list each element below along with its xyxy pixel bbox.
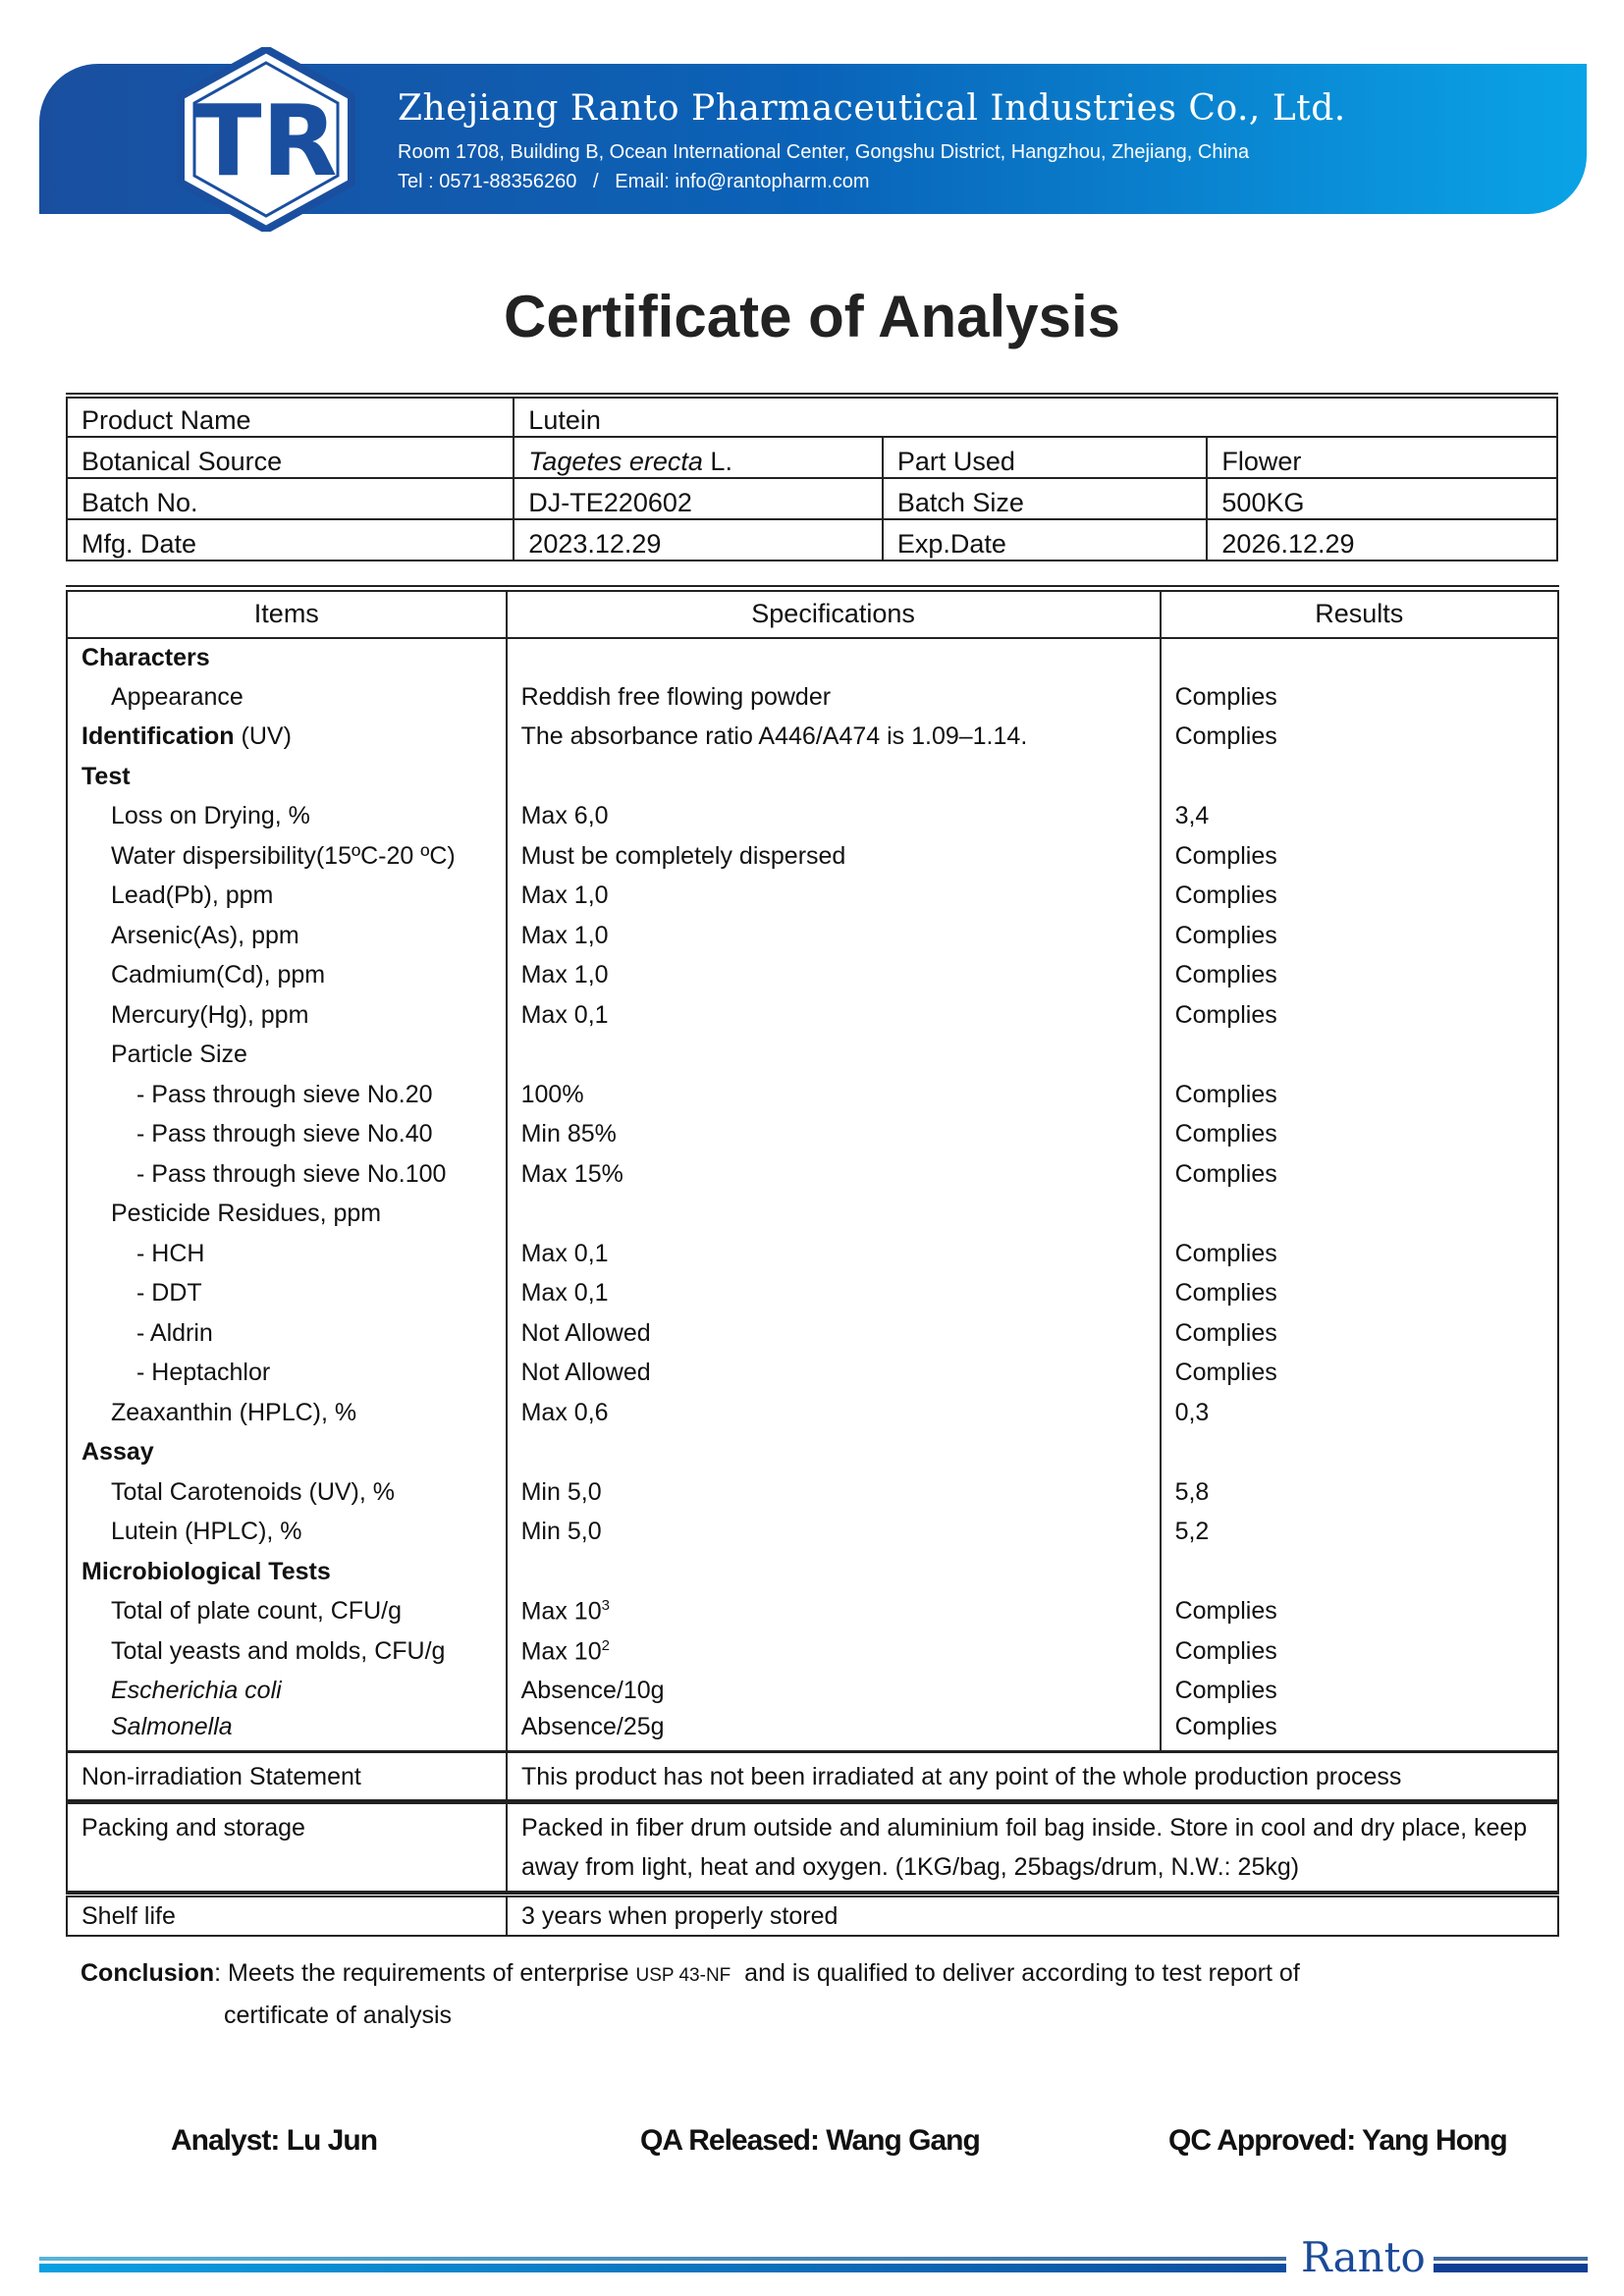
spec-cell: Max 0,1 (507, 995, 1161, 1036)
company-address: Room 1708, Building B, Ocean International Center, Gongshu District, Hangzhou, Zhejiang, China (398, 141, 1250, 163)
spec-cell: Reddish free flowing powder (507, 677, 1161, 718)
spec-cell: Must be completely dispersed (507, 836, 1161, 877)
table-row (67, 1234, 1558, 1274)
label: Botanical Source (67, 437, 514, 478)
result-cell: Complies (1161, 1274, 1558, 1314)
result-cell (1161, 1433, 1558, 1473)
item-cell: Cadmium(Cd), ppm (67, 956, 507, 996)
item-cell: Escherichia coli (67, 1672, 507, 1712)
result-cell: Complies (1161, 956, 1558, 996)
result-cell: Complies (1161, 916, 1558, 956)
table-row (67, 1036, 1558, 1076)
result-cell: Complies (1161, 1631, 1558, 1672)
company-logo (175, 47, 357, 232)
table-row (67, 1552, 1558, 1592)
table-row (67, 956, 1558, 996)
table-row (67, 1513, 1558, 1553)
item-cell: - Pass through sieve No.20 (67, 1075, 507, 1115)
table-row (67, 1711, 1558, 1751)
qa-signature: QA Released: Wang Gang (640, 2124, 980, 2157)
shelf-value: 3 years when properly stored (507, 1896, 1558, 1937)
spec-cell: Not Allowed (507, 1354, 1161, 1394)
item-cell: Mercury(Hg), ppm (67, 995, 507, 1036)
result-cell: Complies (1161, 1711, 1558, 1751)
item-cell: - Pass through sieve No.100 (67, 1154, 507, 1195)
value: Lutein (514, 396, 1557, 437)
footer-line (39, 2257, 1286, 2261)
header-items: Items (67, 589, 507, 638)
result-cell (1161, 638, 1558, 678)
table-row (67, 1195, 1558, 1235)
result-cell: Complies (1161, 1354, 1558, 1394)
item-cell: Lutein (HPLC), % (67, 1513, 507, 1553)
spec-cell (507, 1036, 1161, 1076)
table-row (67, 1313, 1558, 1354)
item-cell: - DDT (67, 1274, 507, 1314)
footer-line (1434, 2257, 1588, 2261)
item-cell: Test (67, 757, 507, 797)
label: Batch No. (67, 478, 514, 519)
analyst-signature: Analyst: Lu Jun (171, 2124, 378, 2157)
row-botanical (67, 437, 1557, 478)
value: 2023.12.29 (514, 519, 883, 561)
item-cell: Appearance (67, 677, 507, 718)
spec-cell: Max 15% (507, 1154, 1161, 1195)
table-row (67, 757, 1558, 797)
spec-cell: Max $10^2$ (507, 1631, 1161, 1672)
svg-text:TR: TR (194, 83, 338, 198)
spec-cell (507, 638, 1161, 678)
result-cell: Complies (1161, 877, 1558, 917)
label: Mfg. Date (67, 519, 514, 561)
table-row (67, 677, 1558, 718)
result-cell: Complies (1161, 1154, 1558, 1195)
item-cell: Identification (UV) (67, 718, 507, 758)
result-cell: 5,2 (1161, 1513, 1558, 1553)
item-cell: Arsenic(As), ppm (67, 916, 507, 956)
conclusion-label: Conclusion (81, 1959, 215, 1987)
footer-line (1434, 2264, 1588, 2272)
table-row (67, 718, 1558, 758)
table-row (67, 797, 1558, 837)
packing-value: Packed in fiber drum outside and aluminium foil bag inside. Store in cool and dry place, keep away from light, heat and oxygen. (1KG/bag, 25bags/drum, N.W.: 25kg) (507, 1802, 1558, 1893)
label: Batch Size (883, 478, 1208, 519)
product-info-table (66, 393, 1558, 561)
row-product-name (67, 396, 1557, 437)
result-cell: Complies (1161, 677, 1558, 718)
table-row (67, 1393, 1558, 1433)
header-specifications: Specifications (507, 589, 1161, 638)
result-cell: Complies (1161, 1115, 1558, 1155)
value: 500KG (1207, 478, 1557, 519)
spec-cell: 100% (507, 1075, 1161, 1115)
table-row (67, 1472, 1558, 1513)
spec-cell: Max 0,1 (507, 1274, 1161, 1314)
spec-cell: Min 5,0 (507, 1472, 1161, 1513)
result-cell: Complies (1161, 1075, 1558, 1115)
table-row (67, 836, 1558, 877)
item-cell: - HCH (67, 1234, 507, 1274)
result-cell: Complies (1161, 995, 1558, 1036)
spec-cell (507, 1552, 1161, 1592)
table-row (67, 1154, 1558, 1195)
item-cell: - Heptachlor (67, 1354, 507, 1394)
irradiation-value: This product has not been irradiated at any point of the whole production process (507, 1752, 1558, 1801)
item-cell: Water dispersibility(15ºC-20 ºC) (67, 836, 507, 877)
document-title: Certificate of Analysis (504, 284, 1120, 349)
value: Flower (1207, 437, 1557, 478)
result-cell: Complies (1161, 1313, 1558, 1354)
item-cell: Salmonella (67, 1711, 507, 1751)
table-row (67, 1631, 1558, 1672)
table-row (67, 638, 1558, 678)
item-cell: Particle Size (67, 1036, 507, 1076)
table-row (67, 1075, 1558, 1115)
item-cell: Zeaxanthin (HPLC), % (67, 1393, 507, 1433)
packing-label: Packing and storage (67, 1802, 507, 1893)
spec-cell (507, 757, 1161, 797)
table-row (67, 1672, 1558, 1712)
table-row (67, 877, 1558, 917)
irradiation-table (66, 1751, 1559, 1802)
spec-cell: Not Allowed (507, 1313, 1161, 1354)
item-cell: Microbiological Tests (67, 1552, 507, 1592)
row-batch (67, 478, 1557, 519)
packing-table (66, 1799, 1559, 1893)
table-row (67, 1115, 1558, 1155)
analysis-table (66, 585, 1559, 1752)
item-cell: Characters (67, 638, 507, 678)
table-row (67, 1433, 1558, 1473)
footer-brand: Ranto (1301, 2233, 1426, 2281)
spec-cell: Max 1,0 (507, 916, 1161, 956)
label: Exp.Date (883, 519, 1208, 561)
spec-cell: Max $10^3$ (507, 1592, 1161, 1632)
table-row (67, 1592, 1558, 1632)
irradiation-label: Non-irradiation Statement (67, 1752, 507, 1801)
standard: USP 43-NF (635, 1965, 731, 1986)
table-row (67, 995, 1558, 1036)
result-cell (1161, 757, 1558, 797)
value: 2026.12.29 (1207, 519, 1557, 561)
row-dates (67, 519, 1557, 561)
shelf-life-table (66, 1893, 1559, 1937)
item-cell: - Aldrin (67, 1313, 507, 1354)
item-cell: Total of plate count, CFU/g (67, 1592, 507, 1632)
item-cell: Pesticide Residues, ppm (67, 1195, 507, 1235)
conclusion: Conclusion: Meets the requirements of enterprise USP 43-NF and is qualified to deliver according to test report of certificate of analysis (81, 1959, 1300, 2029)
company-contact: Tel : 0571-88356260 / Email: info@rantopharm.com (398, 171, 870, 192)
footer-line (39, 2264, 1286, 2272)
spec-cell (507, 1433, 1161, 1473)
spec-cell: The absorbance ratio A446/A474 is 1.09–1.14. (507, 718, 1161, 758)
item-cell: - Pass through sieve No.40 (67, 1115, 507, 1155)
item-cell: Lead(Pb), ppm (67, 877, 507, 917)
spec-cell: Absence/10g (507, 1672, 1161, 1712)
result-cell: Complies (1161, 1234, 1558, 1274)
spec-cell: Max 1,0 (507, 877, 1161, 917)
result-cell: 0,3 (1161, 1393, 1558, 1433)
spec-cell: Max 0,1 (507, 1234, 1161, 1274)
spec-cell: Absence/25g (507, 1711, 1161, 1751)
label: Product Name (67, 396, 514, 437)
spec-cell: Min 85% (507, 1115, 1161, 1155)
result-cell (1161, 1195, 1558, 1235)
item-cell: Total yeasts and molds, CFU/g (67, 1631, 507, 1672)
shelf-label: Shelf life (67, 1896, 507, 1937)
spec-cell: Max 6,0 (507, 797, 1161, 837)
item-cell: Total Carotenoids (UV), % (67, 1472, 507, 1513)
value: Tagetes erecta L. (514, 437, 883, 478)
header-results: Results (1161, 589, 1558, 638)
table-row (67, 1274, 1558, 1314)
spec-cell: Min 5,0 (507, 1513, 1161, 1553)
table-row (67, 1354, 1558, 1394)
result-cell: Complies (1161, 1672, 1558, 1712)
result-cell (1161, 1036, 1558, 1076)
item-cell: Assay (67, 1433, 507, 1473)
item-cell: Loss on Drying, % (67, 797, 507, 837)
result-cell: 3,4 (1161, 797, 1558, 837)
result-cell: Complies (1161, 836, 1558, 877)
qc-signature: QC Approved: Yang Hong (1168, 2124, 1507, 2157)
spec-cell: Max 1,0 (507, 956, 1161, 996)
spec-cell: Max 0,6 (507, 1393, 1161, 1433)
label: Part Used (883, 437, 1208, 478)
result-cell (1161, 1552, 1558, 1592)
company-name: Zhejiang Ranto Pharmaceutical Industries Co., Ltd. (398, 88, 1346, 129)
result-cell: Complies (1161, 1592, 1558, 1632)
result-cell: 5,8 (1161, 1472, 1558, 1513)
table-row (67, 916, 1558, 956)
result-cell: Complies (1161, 718, 1558, 758)
value: DJ-TE220602 (514, 478, 883, 519)
spec-cell (507, 1195, 1161, 1235)
